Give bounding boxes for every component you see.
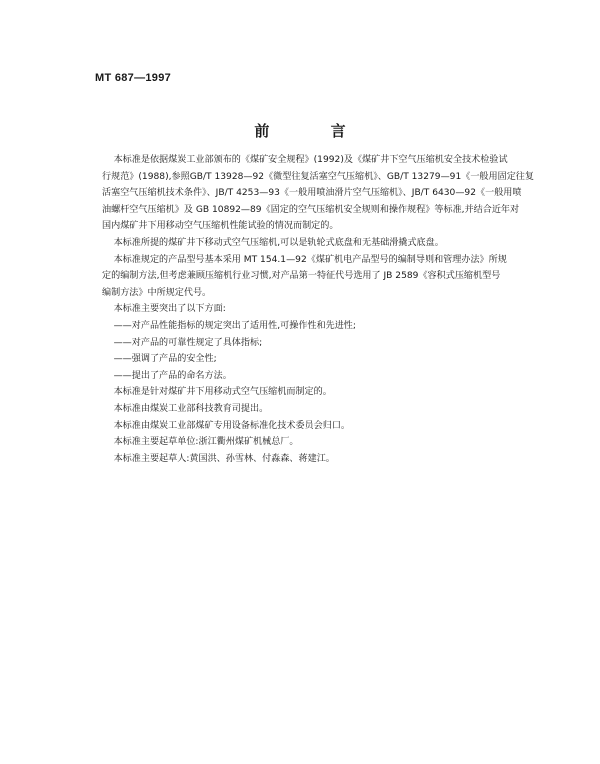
body-line: 本标准主要突出了以下方面: <box>102 304 226 315</box>
body-line: 本标准是依据煤炭工业部颁布的《煤矿安全规程》(1992)及《煤矿井下空气压缩机安全技术检验试 <box>102 155 508 165</box>
body-line: 油螺杆空气压缩机》及 GB 10892—89《固定的空气压缩机安全规则和操作规程》等标准,并结合近年对 <box>102 204 520 215</box>
body-line: 本标准是针对煤矿井下用移动式空气压缩机而制定的。 <box>102 387 332 398</box>
page-title: 前 言 <box>254 122 374 140</box>
body-line: 行规范》(1988),参照GB/T 13928—92《微型往复活塞空气压缩机》、GB/T 13279—91《一般用固定往复 <box>102 171 534 182</box>
body-line: 编制方法》中所规定代号。 <box>102 287 212 298</box>
standard-code: MT 687—1997 <box>95 72 172 84</box>
body-line: 活塞空气压缩机技术条件》、JB/T 4253—93《一般用喷油滑片空气压缩机》、JB/T 6430—92《一般用喷 <box>102 188 522 199</box>
body-line: 本标准规定的产品型号基本采用 MT 154.1—92《煤矿机电产品型号的编制导则和管理办法》所规 <box>102 254 507 265</box>
body-line: 本标准主要起草人:黄国洪、孙雪林、付淼森、蒋建江。 <box>102 453 335 464</box>
list-item: ——提出了产品的命名方法。 <box>102 370 232 381</box>
body-line: 国内煤矿井下用移动空气压缩机性能试验的情况而制定的。 <box>102 221 339 232</box>
body-line: 本标准由煤炭工业部煤矿专用设备标准化技术委员会归口。 <box>102 420 351 431</box>
foreword-body <box>102 152 534 467</box>
list-item: ——对产品性能指标的规定突出了适用性,可操作性和先进性; <box>102 320 356 331</box>
list-item: ——对产品的可靠性规定了具体指标; <box>102 337 263 348</box>
body-line: 本标准由煤炭工业部科技教育司提出。 <box>102 403 269 414</box>
body-line: 本标准主要起草单位:浙江衢州煤矿机械总厂。 <box>102 437 299 448</box>
list-item: ——强调了产品的安全性; <box>102 354 217 365</box>
body-line: 本标准所提的煤矿井下移动式空气压缩机,可以是轨轮式底盘和无基础滑撬式底盘。 <box>102 237 444 248</box>
body-line: 定的编制方法,但考虑兼顾压缩机行业习惯,对产品第一特征代号选用了 JB 2589《容积式压缩机型号 <box>102 271 501 282</box>
